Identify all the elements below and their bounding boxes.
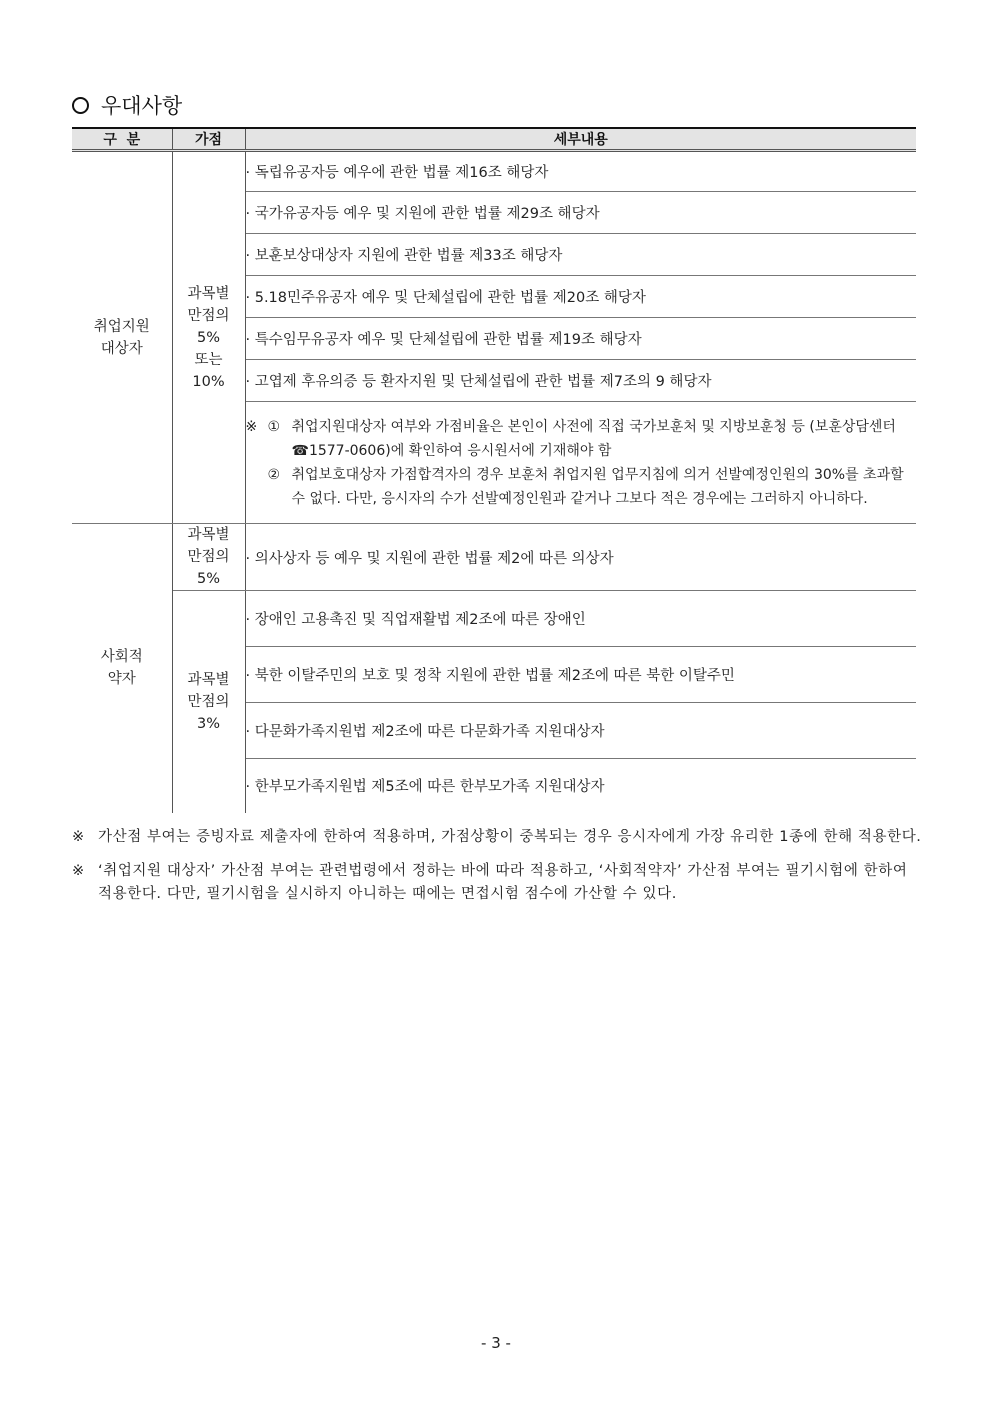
category-line: 취업지원 <box>93 318 150 335</box>
circle-bullet-icon <box>72 97 89 114</box>
points-line: 만점의 <box>187 693 230 710</box>
points-line: 과목별 <box>187 671 230 688</box>
category-line: 약자 <box>107 671 136 688</box>
category-employment-support <box>72 151 172 524</box>
points-line: 5% <box>196 571 220 587</box>
detail-item: · 장애인 고용촉진 및 직업재활법 제2조에 따른 장애인 <box>245 591 916 647</box>
table-row <box>72 524 916 591</box>
points-line: 또는 <box>194 351 223 368</box>
footnote-text: 가산점 부여는 증빙자료 제출자에 한하여 적용하며, 가점상황이 중복되는 경우 응시자에게 가장 유리한 1종에 한해 적용한다. <box>98 829 922 845</box>
reference-mark-icon: ※ <box>72 863 85 879</box>
points-line: 5% <box>196 329 220 346</box>
header-points: 가점 <box>172 128 245 151</box>
section-title-text: 우대사항 <box>101 94 183 118</box>
detail-item: · 다문화가족지원법 제2조에 따른 다문화가족 지원대상자 <box>245 703 916 759</box>
footnote-text: ‘취업지원 대상자’ 가산점 부여는 관련법령에서 정하는 바에 따라 적용하고, ‘사회적약자’ 가산점 부여는 필기시험에 한하여 적용한다. 다만, 필기시험을 실시하지 아니하는 때에는 면접시험 점수에 가산할 수 있다. <box>98 863 908 902</box>
points-line: 만점의 <box>187 307 230 324</box>
reference-mark-icon: ※ <box>72 829 85 845</box>
header-details: 세부내용 <box>245 128 916 151</box>
points-socially-disadvantaged-a <box>172 524 245 591</box>
section-title <box>72 90 182 120</box>
note-line <box>246 415 917 463</box>
employment-support-notes <box>245 402 916 524</box>
category-line: 대상자 <box>100 340 143 357</box>
note-number: ② <box>267 466 281 483</box>
detail-item: · 독립유공자등 예우에 관한 법률 제16조 해당자 <box>245 151 916 192</box>
detail-item: · 북한 이탈주민의 보호 및 정착 지원에 관한 법률 제2조에 따른 북한 이탈주민 <box>245 647 916 703</box>
detail-item: · 보훈보상대상자 지원에 관한 법률 제33조 해당자 <box>245 234 916 276</box>
table-header-row <box>72 128 916 151</box>
benefits-table <box>72 127 916 813</box>
detail-item: · 한부모가족지원법 제5조에 따른 한부모가족 지원대상자 <box>245 779 605 796</box>
category-socially-disadvantaged <box>72 524 172 813</box>
detail-item: · 국가유공자등 예우 및 지원에 관한 법률 제29조 해당자 <box>245 192 916 234</box>
footnote <box>72 826 922 849</box>
footnote <box>72 860 922 906</box>
points-line: 과목별 <box>187 527 230 543</box>
points-socially-disadvantaged-b <box>172 591 245 813</box>
detail-item: · 의사상자 등 예우 및 지원에 관한 법률 제2에 따른 의상자 <box>245 524 916 591</box>
points-line: 과목별 <box>187 285 230 302</box>
note-text: 취업지원대상자 여부와 가점비율은 본인이 사전에 직접 국가보훈처 및 지방보훈청 등 (보훈상담센터 ☎1577-0606)에 확인하여 응시원서에 기재해야 함 <box>291 418 896 459</box>
category-line: 사회적 <box>100 649 143 666</box>
note-number: ① <box>267 418 281 435</box>
header-category: 구 분 <box>72 128 172 151</box>
reference-mark-icon: ※ <box>245 418 258 435</box>
points-line: 3% <box>196 715 220 732</box>
detail-item: · 고엽제 후유의증 등 환자지원 및 단체설립에 관한 법률 제7조의 9 해당자 <box>245 360 916 402</box>
points-line: 만점의 <box>187 549 230 565</box>
detail-item: · 특수임무유공자 예우 및 단체설립에 관한 법률 제19조 해당자 <box>245 318 916 360</box>
detail-item: · 5.18민주유공자 예우 및 단체설립에 관한 법률 제20조 해당자 <box>245 276 916 318</box>
points-line: 10% <box>192 373 225 390</box>
note-text: 취업보호대상자 가점합격자의 경우 보훈처 취업지원 업무지침에 의거 선발예정인원의 30%를 초과할 수 없다. 다만, 응시자의 수가 선발예정인원과 같거나 그보다 적은 경우에는 그러하지 아니하다. <box>291 466 904 507</box>
note-line <box>246 463 917 511</box>
table-row <box>72 151 916 192</box>
page-number: - 3 - <box>481 1334 511 1352</box>
points-employment-support <box>172 151 245 524</box>
table-row <box>72 591 916 647</box>
footnotes <box>72 826 922 917</box>
